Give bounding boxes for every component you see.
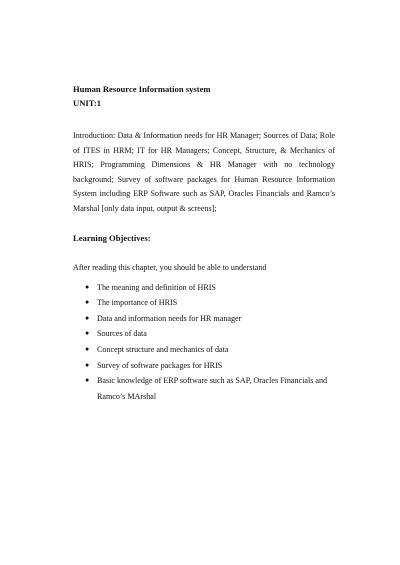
objective-text: Data and information needs for HR manager <box>97 313 242 323</box>
objectives-intro-text: After reading this chapter, you should be able to understand <box>73 262 267 272</box>
bullet-icon: ● <box>85 313 90 322</box>
objective-text: Sources of data <box>97 329 147 339</box>
objective-text: The meaning and definition of HRIS <box>97 282 216 292</box>
objectives-list <box>73 280 335 405</box>
objective-text: Survey of software packages for HRIS <box>97 360 223 370</box>
bullet-icon: ● <box>85 298 90 307</box>
objective-item <box>85 280 335 296</box>
objective-item <box>85 358 335 374</box>
objective-text: Basic knowledge of ERP software such as SAP, Oracles Financials and Ramco’s MArshal <box>97 376 328 401</box>
document-title: Human Resource Information system <box>73 84 211 94</box>
bullet-icon: ● <box>85 344 90 353</box>
introduction-paragraph: Introduction: Data & Information needs for HR Manager; Sources of Data; Role of ITES in HRM; IT for HR Managers; Concept, Structure, & Mechanics of HRIS; Programming Dimensions & HR Manager with no technology background; Survey of software packages for Human Resource Information System including ERP Software such as SAP, Oracles Financials and Ramco’s Marshal [only data input, output & screens]; <box>73 131 335 213</box>
bullet-icon: ● <box>85 360 90 369</box>
learning-objectives-heading: Learning Objectives: <box>73 232 151 243</box>
bullet-icon: ● <box>85 282 90 291</box>
unit-heading: UNIT:1 <box>73 98 102 108</box>
objective-text: The importance of HRIS <box>97 298 178 308</box>
bullet-icon: ● <box>85 329 90 338</box>
objective-item <box>85 295 335 311</box>
objective-item <box>85 373 335 404</box>
objective-text: Concept structure and mechanics of data <box>97 344 229 354</box>
objective-item <box>85 342 335 358</box>
bullet-icon: ● <box>85 376 90 385</box>
objective-item <box>85 326 335 342</box>
page-content <box>73 83 335 404</box>
objective-item <box>85 311 335 327</box>
